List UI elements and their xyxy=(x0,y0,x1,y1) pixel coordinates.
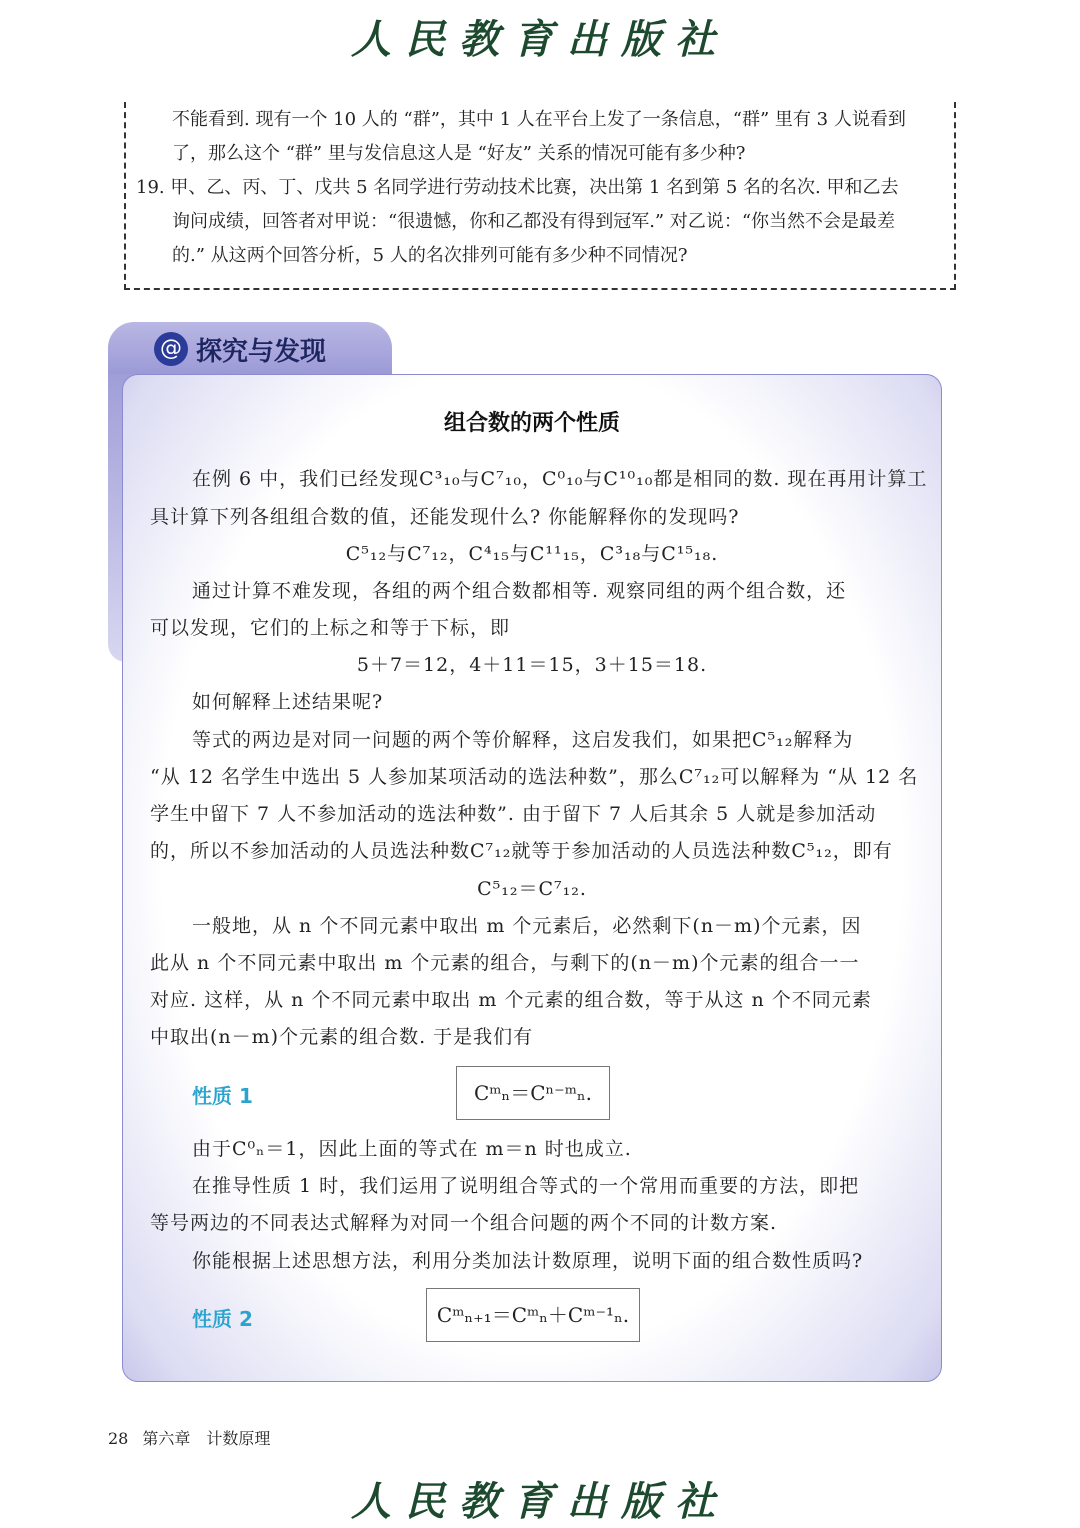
property-2-formula: Cᵐₙ₊₁＝Cᵐₙ＋Cᵐ⁻¹ₙ. xyxy=(426,1288,640,1342)
paragraph-line: 等号两边的不同表达式解释为对同一个组合问题的两个不同的计数方案. xyxy=(150,1212,778,1234)
property-1-label: 性质 1 xyxy=(192,1084,253,1108)
paragraph-line: 等式的两边是对同一问题的两个等价解释，这启发我们，如果把C⁵₁₂解释为 xyxy=(192,729,854,751)
paragraph-line: 你能根据上述思想方法，利用分类加法计数原理，说明下面的组合数性质吗? xyxy=(192,1250,864,1272)
paragraph-line: 通过计算不难发现，各组的两个组合数都相等. 观察同组的两个组合数，还 xyxy=(192,580,847,602)
paragraph-line: 一般地，从 n 个不同元素中取出 m 个元素后，必然剩下(n－m)个元素，因 xyxy=(192,915,862,937)
exercise-line: 不能看到. 现有一个 10 人的 “群”，其中 1 人在平台上发了一条信息，“群” 里有 3 人说看到 xyxy=(172,109,906,130)
exercise-line: 的.” 从这两个回答分析，5 人的名次排列可能有多少种不同情况? xyxy=(172,245,688,266)
card-title: 组合数的两个性质 xyxy=(443,411,620,436)
paragraph-line: 由于C⁰ₙ＝1，因此上面的等式在 m＝n 时也成立. xyxy=(192,1138,632,1160)
display-formula: 5＋7＝12，4＋11＝15，3＋15＝18. xyxy=(356,654,708,676)
display-formula: C⁵₁₂＝C⁷₁₂. xyxy=(477,878,587,900)
paragraph-line: 的，所以不参加活动的人员选法种数C⁷₁₂就等于参加活动的人员选法种数C⁵₁₂，即有 xyxy=(150,840,893,862)
paragraph-line: 中取出(n－m)个元素的组合数. 于是我们有 xyxy=(150,1026,534,1048)
chapter-label: 第六章 计数原理 xyxy=(142,1429,271,1448)
page-footer xyxy=(108,1426,270,1449)
property-1-formula: Cᵐₙ＝Cⁿ⁻ᵐₙ. xyxy=(456,1066,610,1120)
spiral-icon: @ xyxy=(154,332,188,366)
publisher-watermark-bottom: 人民教育出版社 xyxy=(351,1478,729,1525)
paragraph-line: 此从 n 个不同元素中取出 m 个元素的组合，与剩下的(n－m)个元素的组合一一 xyxy=(150,952,860,974)
publisher-watermark-top: 人民教育出版社 xyxy=(351,16,729,63)
paragraph-line: “从 12 名学生中选出 5 人参加某项活动的选法种数”，那么C⁷₁₂可以解释为 “从 12 名 xyxy=(150,766,919,788)
paragraph-line: 可以发现，它们的上标之和等于下标，即 xyxy=(150,617,511,639)
paragraph-line: 在例 6 中，我们已经发现C³₁₀与C⁷₁₀，C⁰₁₀与C¹⁰₁₀都是相同的数. 现在再用计算工 xyxy=(192,468,928,490)
exercise-19-line: 19. 甲、乙、丙、丁、戊共 5 名同学进行劳动技术比赛，决出第 1 名到第 5 名的名次. 甲和乙去 xyxy=(136,177,899,198)
section-tab-label: 探究与发现 xyxy=(196,337,327,367)
paragraph-line: 学生中留下 7 人不参加活动的选法种数”. 由于留下 7 人后其余 5 人就是参加活动 xyxy=(150,803,877,825)
paragraph-line: 具计算下列各组组合数的值，还能发现什么? 你能解释你的发现吗? xyxy=(150,506,740,528)
exercise-line: 了，那么这个 “群” 里与发信息这人是 “好友” 关系的情况可能有多少种? xyxy=(172,143,746,164)
property-2-label: 性质 2 xyxy=(192,1307,253,1331)
exercise-line: 询问成绩，回答者对甲说：“很遗憾，你和乙都没有得到冠军.” 对乙说：“你当然不会是最差 xyxy=(172,211,896,232)
page-number: 28 xyxy=(108,1429,129,1448)
paragraph-line: 对应. 这样，从 n 个不同元素中取出 m 个元素的组合数，等于从这 n 个不同元素 xyxy=(150,989,872,1011)
paragraph-line: 在推导性质 1 时，我们运用了说明组合等式的一个常用而重要的方法，即把 xyxy=(192,1175,860,1197)
display-formula: C⁵₁₂与C⁷₁₂，C⁴₁₅与C¹¹₁₅，C³₁₈与C¹⁵₁₈. xyxy=(345,543,719,565)
paragraph-line: 如何解释上述结果呢? xyxy=(192,691,384,713)
